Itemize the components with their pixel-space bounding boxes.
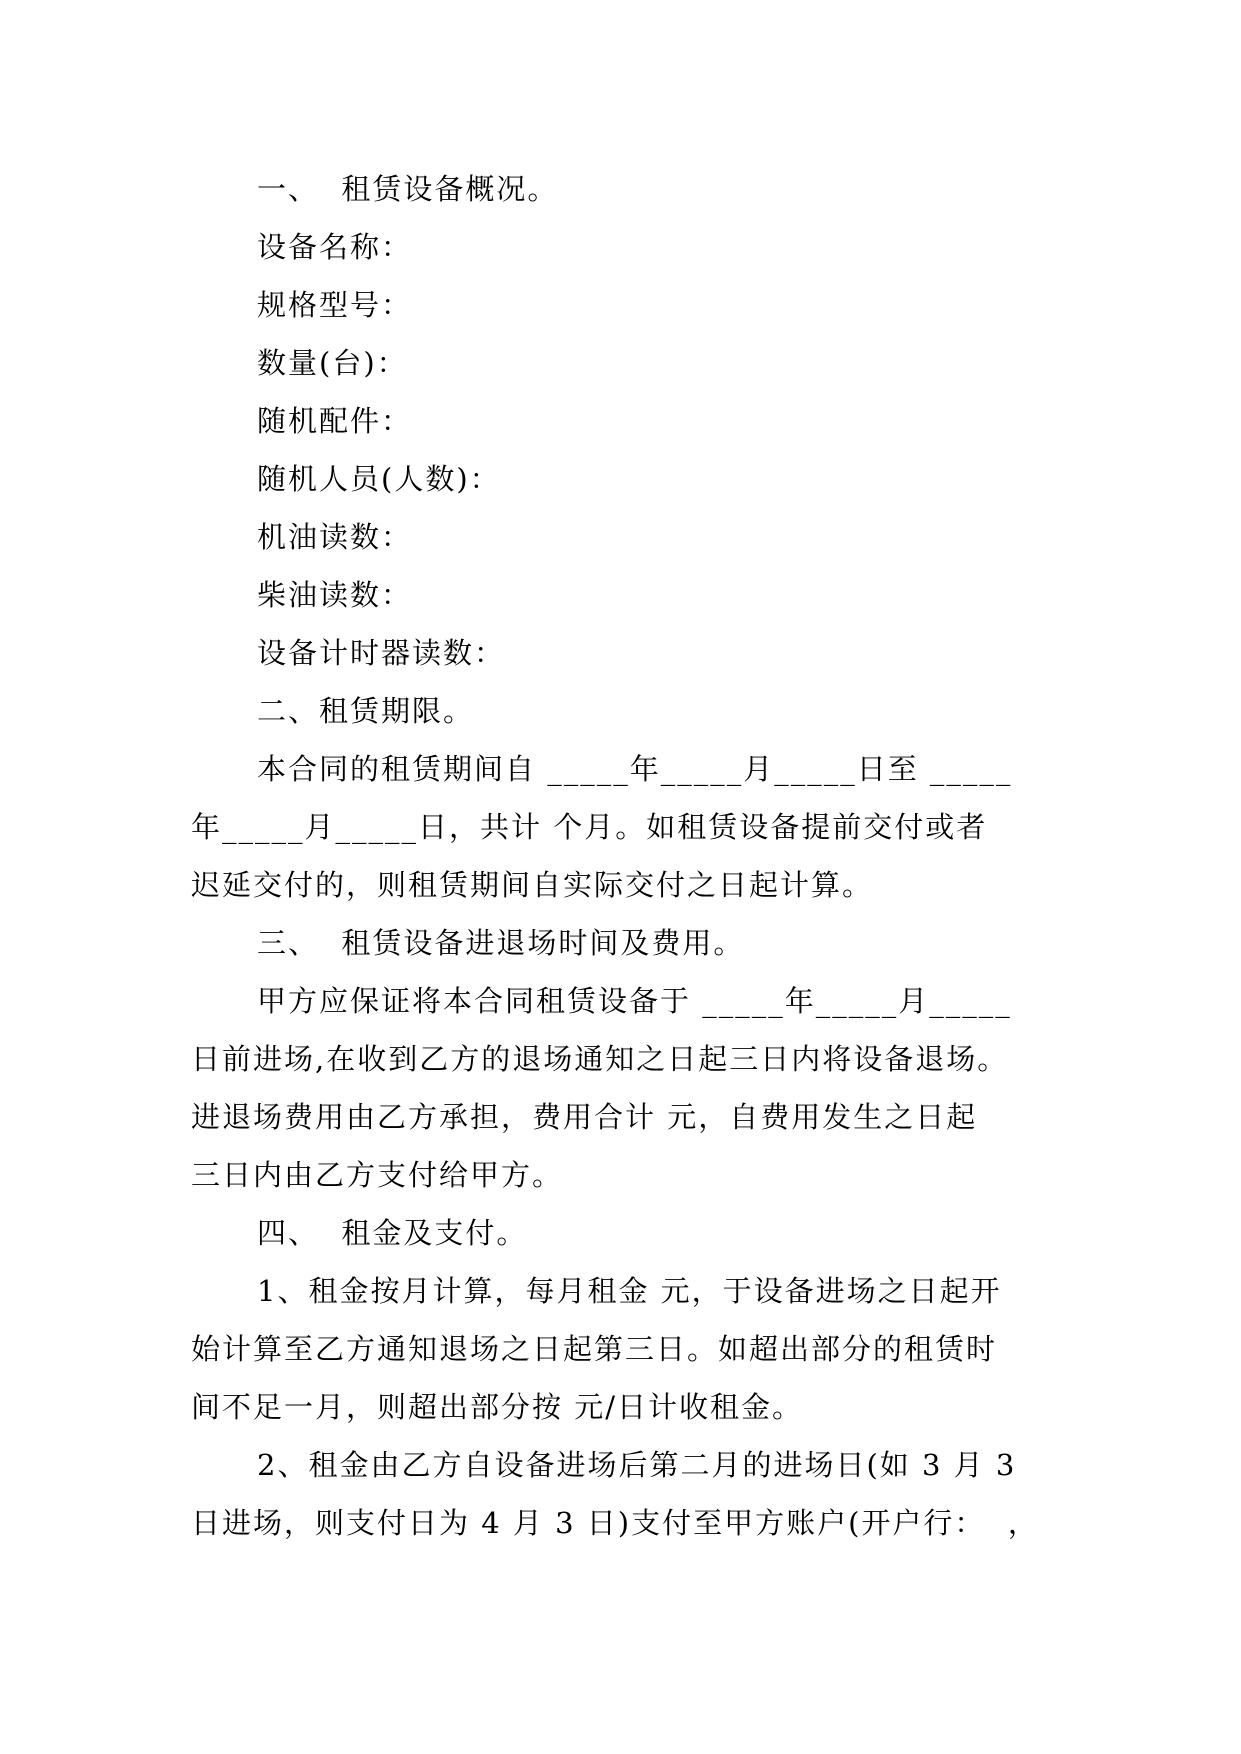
rent-clause-1-line: 始计算至乙方通知退场之日起第三日。如超出部分的租赁时 bbox=[191, 1332, 998, 1366]
entry-exit-line: 三日内由乙方支付给甲方。 bbox=[191, 1158, 564, 1192]
lease-period-line: 年_____月_____日，共计 个月。如租赁设备提前交付或者 bbox=[191, 810, 988, 844]
entry-exit-line: 甲方应保证将本合同租赁设备于 _____年_____月_____ bbox=[257, 984, 1012, 1018]
entry-exit-line: 日前进场,在收到乙方的退场通知之日起三日内将设备退场。 bbox=[191, 1042, 1009, 1076]
equipment-name-field: 设备名称： bbox=[257, 230, 413, 264]
model-spec-field: 规格型号： bbox=[257, 288, 413, 322]
engine-oil-reading-field: 机油读数： bbox=[257, 520, 413, 554]
rent-clause-2-line: 日进场，则支付日为 4 月 3 日)支付至甲方账户(开户行： ， bbox=[191, 1506, 1039, 1540]
rent-clause-2-line: 2、租金由乙方自设备进场后第二月的进场日(如 3 月 3 bbox=[257, 1448, 1017, 1482]
lease-period-line: 本合同的租赁期间自 _____年_____月_____日至 _____ bbox=[257, 752, 1013, 786]
section-4-heading: 四、 租金及支付。 bbox=[257, 1216, 528, 1250]
section-1-heading: 一、 租赁设备概况。 bbox=[257, 172, 559, 206]
rent-clause-1-line: 间不足一月，则超出部分按 元/日计收租金。 bbox=[191, 1390, 803, 1424]
entry-exit-line: 进退场费用由乙方承担，费用合计 元，自费用发生之日起 bbox=[191, 1100, 978, 1134]
rent-clause-1-line: 1、租金按月计算，每月租金 元，于设备进场之日起开 bbox=[257, 1274, 1002, 1308]
accessories-field: 随机配件： bbox=[257, 404, 413, 438]
lease-period-line: 迟延交付的，则租赁期间自实际交付之日起计算。 bbox=[191, 868, 874, 902]
timer-reading-field: 设备计时器读数： bbox=[257, 636, 506, 670]
diesel-reading-field: 柴油读数： bbox=[257, 578, 413, 612]
document-body bbox=[191, 160, 1061, 1552]
quantity-field: 数量(台)： bbox=[257, 346, 408, 380]
staff-count-field: 随机人员(人数)： bbox=[257, 462, 501, 496]
section-3-heading: 三、 租赁设备进退场时间及费用。 bbox=[257, 926, 745, 960]
section-2-heading: 二、租赁期限。 bbox=[257, 694, 475, 728]
